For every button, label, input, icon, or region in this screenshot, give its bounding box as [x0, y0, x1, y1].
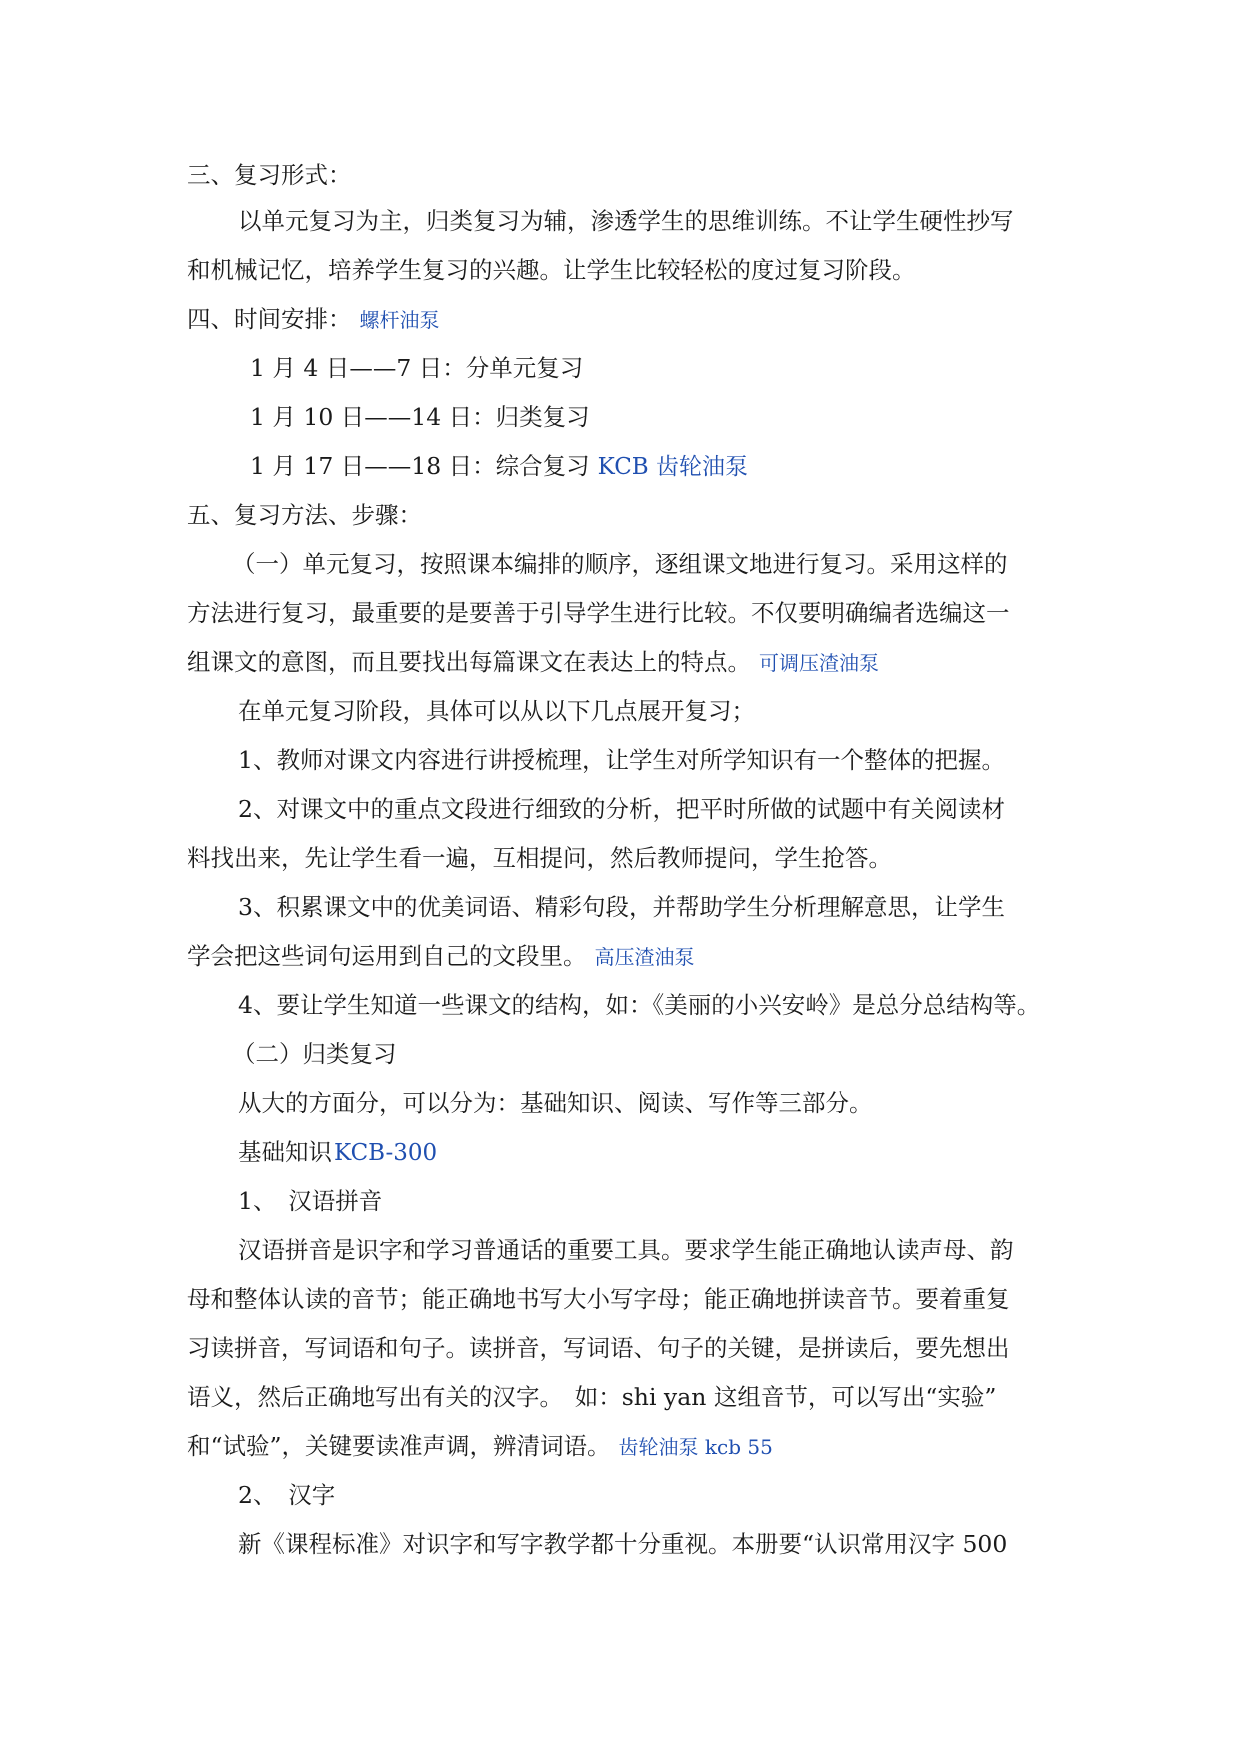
paragraph-line — [238, 1529, 1007, 1559]
paragraph-line — [187, 1382, 996, 1412]
schedule-line — [250, 353, 583, 383]
list-item — [238, 745, 1005, 775]
line-text: 1 月 4 日——7 日：分单元复习 — [250, 354, 584, 382]
paragraph-line — [187, 598, 1010, 628]
section-heading-4 — [187, 304, 440, 335]
schedule-line — [250, 451, 748, 482]
paragraph-line — [187, 1284, 1010, 1314]
line-text: 2、对课文中的重点文段进行细致的分析，把平时所做的试题中有关阅读材 — [238, 795, 1005, 823]
section-heading-5 — [187, 500, 422, 530]
list-item-continuation — [187, 941, 695, 972]
line-text: 方法进行复习，最重要的是要善于引导学生进行比较。不仅要明确编者选编这一 — [187, 599, 1010, 627]
line-text: 从大的方面分，可以分为：基础知识、阅读、写作等三部分。 — [238, 1089, 873, 1117]
link-adjustable-residue-pump[interactable]: 可调压渣油泵 — [759, 651, 879, 675]
line-text: 母和整体认读的音节；能正确地书写大小写字母；能正确地拼读音节。要着重复 — [187, 1285, 1010, 1313]
subsection-heading — [232, 1039, 397, 1069]
line-text: 四、时间安排： — [187, 305, 352, 333]
line-text: 1 月 10 日——14 日：归类复习 — [250, 403, 590, 431]
list-item-continuation — [187, 843, 892, 873]
paragraph-line — [238, 1088, 873, 1118]
line-text: 新《课程标准》对识字和写字教学都十分重视。本册要“认识常用汉字 500 — [238, 1530, 1008, 1558]
line-text: 在单元复习阶段，具体可以从以下几点展开复习； — [238, 697, 755, 725]
line-text: 4、要让学生知道一些课文的结构，如：《美丽的小兴安岭》是总分总结构等。 — [238, 991, 1041, 1019]
line-text: 和机械记忆，培养学生复习的兴趣。让学生比较轻松的度过复习阶段。 — [187, 256, 916, 284]
link-kcb-300[interactable]: KCB-300 — [334, 1140, 438, 1166]
paragraph-line — [238, 1235, 1014, 1265]
line-text: 习读拼音，写词语和句子。读拼音，写词语、句子的关键，是拼读后，要先想出 — [187, 1334, 1010, 1362]
numbered-heading — [238, 1480, 335, 1510]
line-text: 2、 汉字 — [238, 1481, 336, 1509]
line-text: 基础知识 — [238, 1138, 332, 1166]
line-text: 3、积累课文中的优美词语、精彩句段，并帮助学生分析理解意思，让学生 — [238, 893, 1005, 921]
line-text: （二）归类复习 — [232, 1040, 397, 1068]
paragraph-line — [187, 255, 916, 285]
line-text: 学会把这些词句运用到自己的文段里。 — [187, 942, 587, 970]
line-text: 语义，然后正确地写出有关的汉字。 如：shi yan 这组音节，可以写出“实验” — [187, 1383, 997, 1411]
link-high-pressure-residue-pump[interactable]: 高压渣油泵 — [594, 945, 695, 969]
link-gear-pump-kcb55[interactable]: 齿轮油泵 kcb 55 — [618, 1435, 773, 1459]
line-text: 1、教师对课文内容进行讲授梳理，让学生对所学知识有一个整体的把握。 — [238, 746, 1005, 774]
numbered-heading — [238, 1186, 382, 1216]
section-heading-3 — [187, 160, 352, 190]
paragraph-line — [238, 206, 1014, 236]
line-text: 1、 汉语拼音 — [238, 1187, 383, 1215]
list-item — [238, 892, 1005, 922]
subsection-heading — [238, 1137, 437, 1168]
list-item — [238, 794, 1005, 824]
line-text: 五、复习方法、步骤： — [187, 501, 422, 529]
paragraph-line — [187, 647, 879, 678]
line-text: 汉语拼音是识字和学习普通话的重要工具。要求学生能正确地认读声母、韵 — [238, 1236, 1014, 1264]
schedule-line — [250, 402, 590, 432]
line-text: （一）单元复习，按照课本编排的顺序，逐组课文地进行复习。采用这样的 — [232, 550, 1008, 578]
paragraph-line — [238, 696, 755, 726]
line-text: 三、复习形式： — [187, 161, 352, 189]
paragraph-line — [187, 1333, 1010, 1363]
paragraph-line — [187, 1431, 773, 1462]
line-text: 1 月 17 日——18 日：综合复习 — [250, 452, 590, 480]
list-item — [238, 990, 1040, 1020]
link-screw-pump[interactable]: 螺杆油泵 — [359, 308, 440, 332]
paragraph-line — [232, 549, 1008, 579]
line-text: 和“试验”，关键要读准声调，辨清词语。 — [187, 1432, 611, 1460]
line-text: 组课文的意图，而且要找出每篇课文在表达上的特点。 — [187, 648, 751, 676]
line-text: 料找出来，先让学生看一遍，互相提问，然后教师提问，学生抢答。 — [187, 844, 892, 872]
line-text: 以单元复习为主，归类复习为辅，渗透学生的思维训练。不让学生硬性抄写 — [238, 207, 1014, 235]
link-kcb-gear-pump[interactable]: KCB 齿轮油泵 — [597, 454, 749, 480]
